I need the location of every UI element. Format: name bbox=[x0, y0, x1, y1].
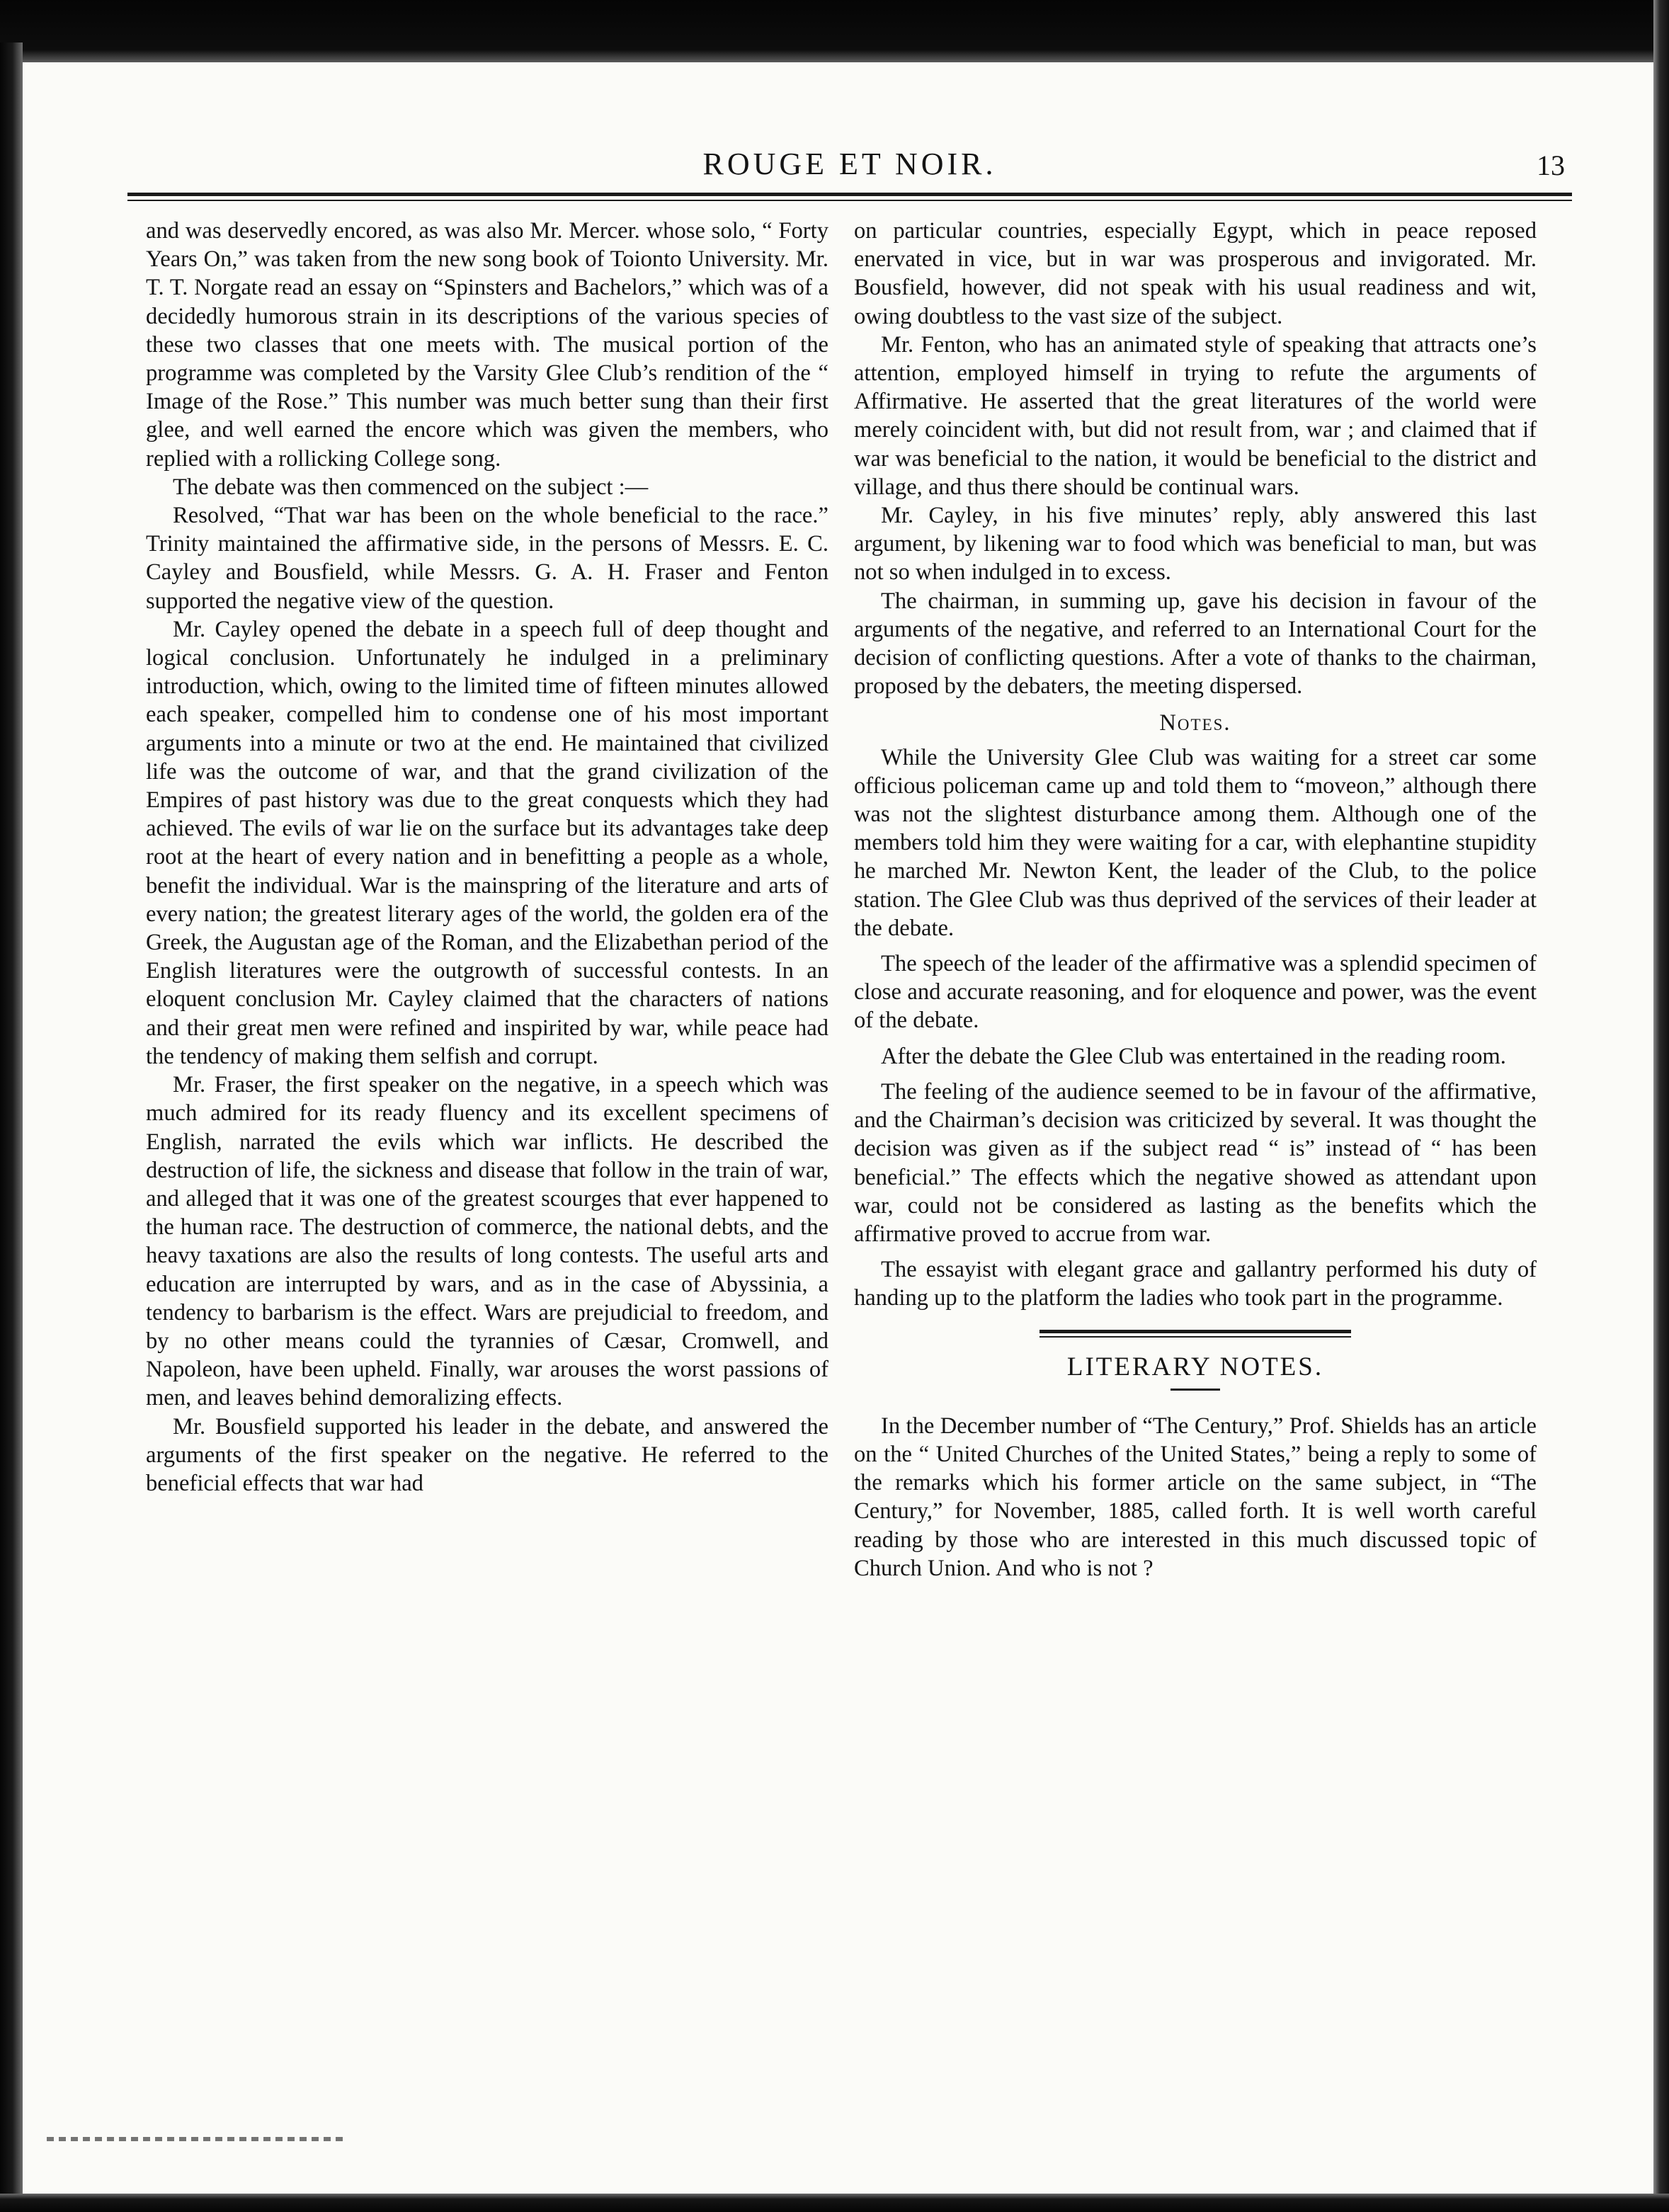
paragraph: The speech of the leader of the affirmative was a splendid specimen of close and accurate reasoning, and for eloquence and power, was the event of the debate. bbox=[854, 951, 1537, 1034]
left-column bbox=[146, 217, 828, 1498]
paragraph: The essayist with elegant grace and gallantry performed his duty of handing up to the platform the ladies who took part in the programme. bbox=[854, 1257, 1537, 1311]
paragraph: and was deservedly encored, as was also Mr. Mercer. whose solo, “ Forty Years On,” was taken from the new song book of Toionto University. Mr. T. T. Norgate read an essay on “Spinsters and Bachelors,” which was of a decidedly humorous strain in its descriptions of the various species of these two classes that one meets with. The musical portion of the programme was completed by the Varsity Glee Club’s rendition of the “ Image of the Rose.” This number was much better sung than their first glee, and well earned the encore which was given the members, who replied with a rollicking College song. bbox=[146, 218, 828, 472]
paragraph: Mr. Fenton, who has an animated style of speaking that attracts one’s attention, employed himself in trying to refute the arguments of Affirmative. He asserted that the great literatures of the world were merely coincident with, but did not result from, war ; and claimed that if war was beneficial to the nation, it would be beneficial to the district and village, and thus there should be continual wars. bbox=[854, 331, 1537, 500]
paragraph: While the University Glee Club was waiting for a street car some officious policeman came up and told them to “moveon,” although there was not the slightest disturbance among them. Although one of the members told him they were waiting for a car, with elephantine stupidity he marched Mr. Newton Kent, the leader of the Club, to the police station. The Glee Club was thus deprived of the services of their leader at the debate. bbox=[854, 744, 1537, 941]
scan-border-right bbox=[1653, 0, 1669, 2212]
paragraph: Mr. Bousfield supported his leader in the debate, and answered the arguments of the first speaker on the negative. He referred to the beneficial effects that war had bbox=[146, 1413, 828, 1496]
paragraph: After the debate the Glee Club was entertained in the reading room. bbox=[881, 1043, 1506, 1069]
running-head bbox=[127, 146, 1572, 188]
paragraph: The feeling of the audience seemed to be in favour of the affirmative, and the Chairman’s decision was criticized by several. It was thought the decision was given as if the subject read “ is” instead of “ has been beneficial.” The effects which the negative showed as attendant upon war, could not be considered as lasting as the benefits which the affirmative proved to accrue from war. bbox=[854, 1078, 1537, 1247]
header-rule-thin bbox=[127, 200, 1572, 201]
page-number: 13 bbox=[1537, 149, 1565, 181]
heading-underline bbox=[1170, 1389, 1220, 1391]
scan-border-top bbox=[0, 0, 1669, 62]
header-rule-thick bbox=[127, 193, 1572, 196]
paragraph: The chairman, in summing up, gave his decision in favour of the arguments of the negative, and referred to an International Court for the decision of conflicting questions. After a vote of thanks to the chairman, proposed by the debaters, the meeting dispersed. bbox=[854, 588, 1537, 700]
paragraph: Resolved, “That war has been on the whole beneficial to the race.” Trinity maintained the affirmative side, in the persons of Messrs. E. C. Cayley and Bousfield, while Messrs. G. A. H. Fraser and Fenton supported the negative view of the question. bbox=[146, 503, 828, 614]
paragraph: Mr. Cayley, in his five minutes’ reply, ably answered this last argument, by likening war to food which was beneficial to man, but was not so when indulged in to excess. bbox=[854, 503, 1537, 586]
paragraph: The debate was then commenced on the subject :— bbox=[173, 474, 649, 500]
running-title: ROUGE ET NOIR. bbox=[702, 147, 997, 181]
paragraph: Mr. Fraser, the first speaker on the negative, in a speech which was much admired for its ready fluency and its excellent specimens of English, narrated the evils which war inflicts. He described the destruction of life, the sickness and disease that follow in the train of war, and alleged that it was one of the greatest scourges that ever happened to the human race. The destruction of commerce, the national debts, and the heavy taxations are also the results of long contests. The useful arts and education are interrupted by wars, and as in the case of Abyssinia, a tendency to barbarism is the effect. Wars are prejudicial to freedom, and by no other means could the tyrannies of Cæsar, Cromwell, and Napoleon, have been upheld. Finally, war arouses the worst passions of men, and leaves behind demoralizing effects. bbox=[146, 1072, 828, 1411]
paragraph: on particular countries, especially Egypt, which in peace reposed enervated in vice, but in war was prosperous and invigorated. Mr. Bousfield, however, did not speak with his usual readiness and wit, owing doubtless to the vast size of the subject. bbox=[854, 218, 1537, 329]
right-column bbox=[854, 217, 1537, 1583]
paragraph: In the December number of “The Century,” Prof. Shields has an article on the “ United Churches of the United States,” being a reply to some of the remarks which his former article on the same subject, in “The Century,” for November, 1885, called forth. It is well worth careful reading by those who are interested in this much discussed topic of Church Union. And who is not ? bbox=[854, 1413, 1537, 1581]
scan-border-left bbox=[0, 42, 23, 2212]
paragraph: Mr. Cayley opened the debate in a speech full of deep thought and logical conclusion. Unfortunately he indulged in a preliminary introduction, which, owing to the limited time of fifteen minutes allowed each speaker, compelled him to condense one of his most important arguments into a minute or two at the end. He maintained that civilized life was the outcome of war, and that the grand civilization of the Empires of past history was due to the great conquests which they had achieved. The evils of war lie on the surface but its advantages take deep root at the heart of every nation and in benefitting a people as a whole, benefit the individual. War is the mainspring of the literature and arts of every nation; the greatest literary ages of the world, the golden era of the Greek, the Augustan age of the Roman, and the Elizabethan period of the English literatures were the outgrowth of successful contests. In an eloquent conclusion Mr. Cayley claimed that the characters of nations and their great men were refined and inspirited by war, while peace had the tendency of making them selfish and corrupt. bbox=[146, 616, 828, 1069]
scan-smudge bbox=[47, 2137, 344, 2141]
notes-heading: Notes. bbox=[1159, 710, 1231, 736]
section-rule bbox=[1039, 1336, 1351, 1338]
scan-border-bottom bbox=[0, 2194, 1669, 2212]
literary-notes-heading: LITERARY NOTES. bbox=[1066, 1352, 1324, 1381]
section-rule bbox=[1039, 1330, 1351, 1333]
